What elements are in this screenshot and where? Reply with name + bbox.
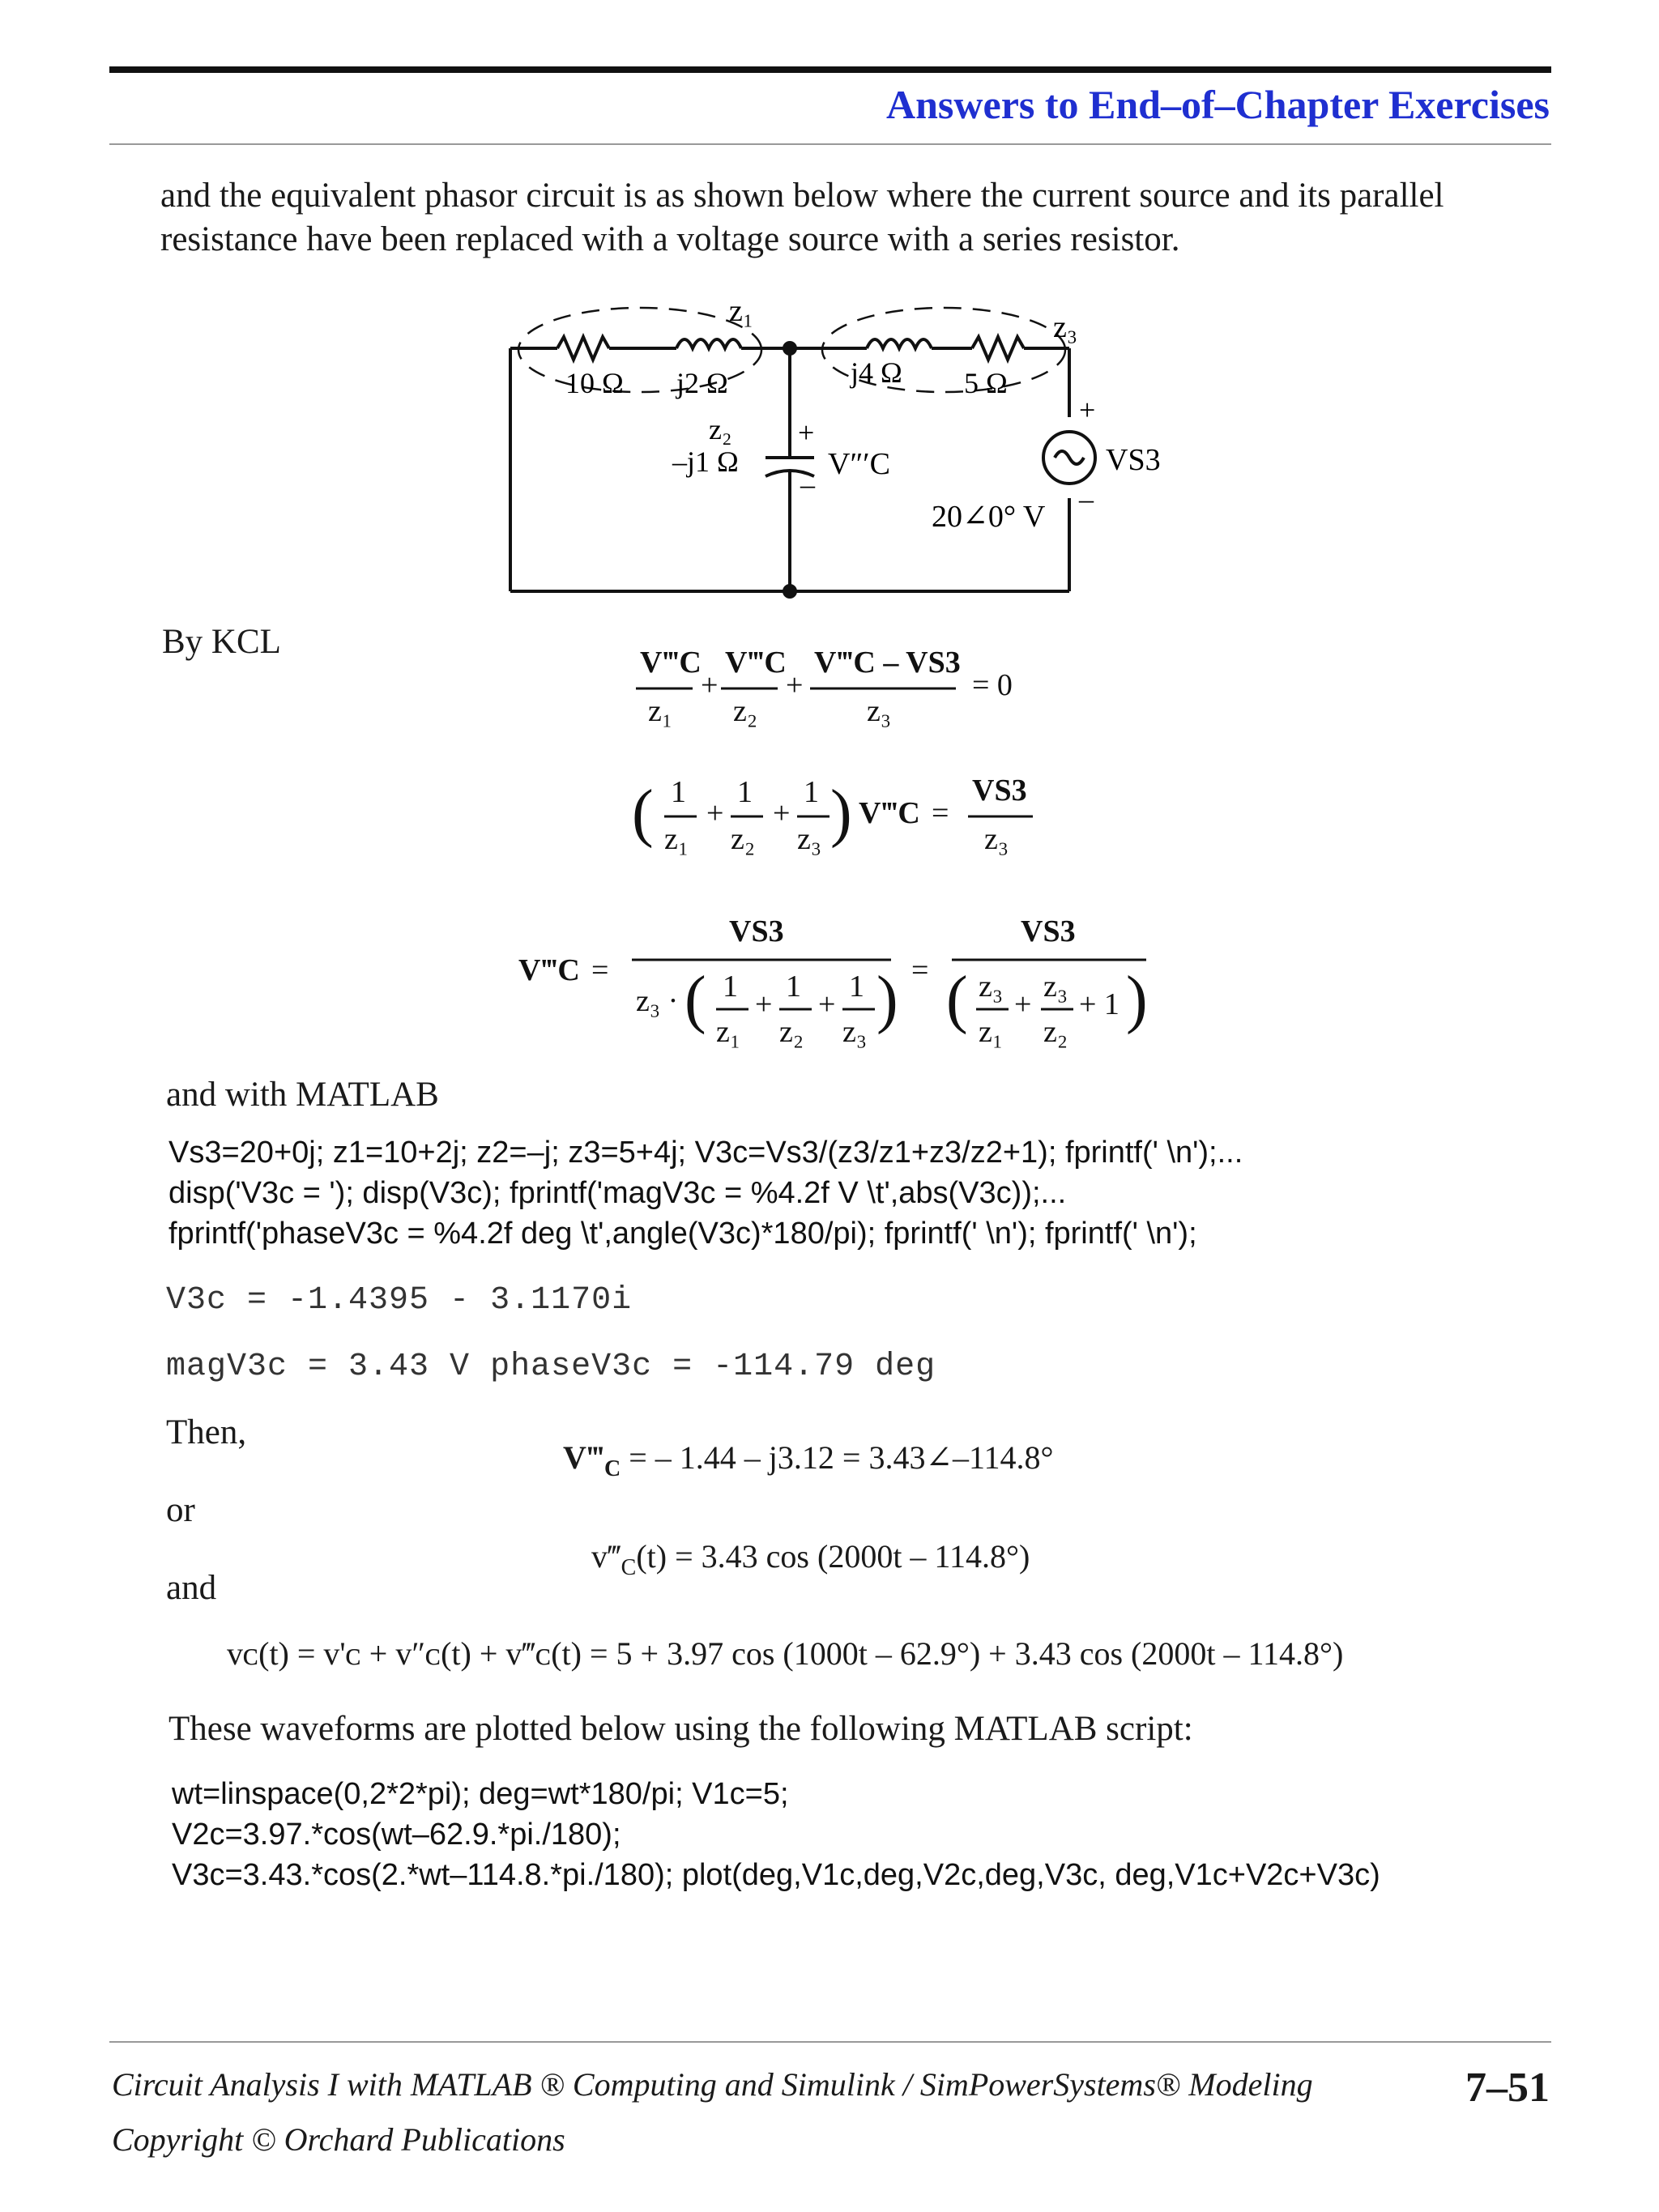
eq1-term3-den: z₃: [867, 694, 892, 728]
code2-line-2: V2c=3.97.*cos(wt–62.9.*pi./180);: [172, 1818, 621, 1852]
header-rule-thin: [109, 143, 1551, 145]
svg-text:(: (: [632, 778, 654, 849]
svg-text:+ 1: + 1: [1079, 987, 1120, 1021]
svg-text:): ): [876, 964, 898, 1035]
footer-book-title: Circuit Analysis I with MATLAB ® Computing and Simulink / SimPowerSystems® Modeling: [112, 2066, 1313, 2103]
svg-text:z₃ ·: z₃ ·: [636, 984, 679, 1018]
eq1-term1-num: V‴C: [640, 646, 702, 680]
code2-line-1: wt=linspace(0,2*2*pi); deg=wt*180/pi; V1c=5;: [172, 1777, 789, 1811]
node-bottom: [783, 584, 797, 599]
svg-text:+: +: [701, 668, 719, 702]
svg-text:1: 1: [786, 970, 801, 1004]
matlab-label: and with MATLAB: [166, 1076, 439, 1114]
svg-text:1: 1: [737, 775, 753, 809]
matlab-code-block-2: [172, 1774, 1380, 1895]
node-top: [783, 341, 797, 356]
plot-intro: These waveforms are plotted below using the following MATLAB script:: [168, 1710, 1193, 1748]
z1-label: z₁: [729, 294, 754, 328]
source-value-label: 20∠0° V: [932, 500, 1046, 534]
svg-text:+: +: [706, 796, 724, 830]
svg-text:=: =: [911, 953, 929, 987]
svg-text:z₃: z₃: [984, 822, 1009, 856]
eq-or: $v‴_C(t) = 3.43$ cos (2000t – 114.8°): [591, 1538, 1030, 1580]
footer-rule: [109, 2041, 1551, 2043]
svg-text:+: +: [786, 668, 804, 702]
code1-line-3: fprintf('phaseV3c = %4.2f deg \t',angle(V3c)*180/pi); fprintf(' \n'); fprintf(' \n');: [168, 1217, 1197, 1251]
svg-text:1: 1: [723, 970, 738, 1004]
svg-text:+: +: [773, 796, 791, 830]
capacitor-label: –j1 Ω: [672, 445, 739, 478]
svg-text:=: =: [932, 796, 949, 830]
eq-then: $V‴_C$ = – 1.44 – j3.12 = 3.43∠–114.8°: [563, 1439, 1054, 1481]
header-rule: [109, 66, 1551, 73]
svg-text:+: +: [818, 987, 836, 1021]
svg-text:): ): [830, 778, 852, 849]
output-line-2: magV3c = 3.43 V phaseV3c = -114.79 deg: [166, 1349, 936, 1385]
svg-text:+: +: [1014, 987, 1032, 1021]
footer-copyright: Copyright © Orchard Publications: [112, 2121, 565, 2158]
svg-text:VS3: VS3: [1021, 914, 1076, 948]
svg-text:1: 1: [671, 775, 686, 809]
eq1-term1-den: z₁: [648, 694, 673, 728]
code1-line-2: disp('V3c = '); disp(V3c); fprintf('magV3c = %4.2f V \t',abs(V3c));...: [168, 1176, 1067, 1210]
svg-text:z₁: z₁: [664, 822, 689, 856]
eq1-term2-den: z₂: [733, 694, 758, 728]
code2-line-3: V3c=3.43.*cos(2.*wt–114.8.*pi./180); plot(deg,V1c,deg,V2c,deg,V3c, deg,V1c+V2c+V3c): [172, 1858, 1380, 1892]
page-number: 7–51: [1465, 2065, 1550, 2111]
vs-minus: –: [1079, 483, 1094, 515]
svg-text:z₂: z₂: [779, 1015, 804, 1049]
matlab-code-block-1: [168, 1132, 1243, 1254]
resistor-5-label: 5 Ω: [964, 367, 1008, 399]
intro-line-1: and the equivalent phasor circuit is as shown below where the current source and its parallel: [160, 177, 1444, 215]
eq-then-rhs: = – 1.44 – j3.12 = 3.43∠–114.8°: [629, 1439, 1054, 1476]
output-line-1: V3c = -1.4395 - 3.1170i: [166, 1282, 633, 1319]
svg-text:V‴C: V‴C: [859, 796, 920, 830]
svg-text:z₃: z₃: [1043, 970, 1068, 1004]
svg-text:1: 1: [804, 775, 819, 809]
inductor-j4: [867, 339, 932, 348]
vs-plus: +: [1079, 394, 1096, 426]
inductor-j2-label: j2 Ω: [676, 367, 728, 399]
svg-text:(: (: [684, 964, 706, 1035]
intro-paragraph: [160, 174, 1444, 262]
kcl-equations: [502, 640, 1166, 1061]
eq-or-rhs: (t) = 3.43 cos (2000t – 114.8°): [636, 1538, 1030, 1575]
inductor-j2: [676, 339, 741, 348]
svg-text:=: =: [591, 953, 609, 987]
inductor-j4-label: j4 Ω: [851, 356, 902, 389]
svg-text:+: +: [755, 987, 773, 1021]
svg-text:z₁: z₁: [716, 1015, 741, 1049]
code1-line-1: Vs3=20+0j; z1=10+2j; z2=–j; z3=5+4j; V3c=Vs3/(z3/z1+z3/z2+1); fprintf(' \n');...: [168, 1136, 1243, 1170]
svg-text:z₃: z₃: [842, 1015, 868, 1049]
kcl-label: By KCL: [162, 623, 281, 661]
eq-and: vᴄ(t) = v'ᴄ + v″ᴄ(t) + v‴ᴄ(t) = 5 + 3.97 cos (1000t – 62.9°) + 3.43 cos (2000t – 114.8°): [227, 1635, 1344, 1672]
svg-text:VS3: VS3: [729, 914, 784, 948]
then-label: Then,: [166, 1413, 247, 1451]
svg-text:z₂: z₂: [731, 822, 756, 856]
eq1-rhs: = 0: [972, 668, 1013, 702]
eq1-term2-num: V‴C: [725, 646, 787, 680]
vc-plus: +: [798, 416, 815, 449]
svg-text:z₃: z₃: [797, 822, 822, 856]
svg-text:): ): [1126, 964, 1148, 1035]
or-label: or: [166, 1491, 195, 1529]
vc-minus: –: [800, 468, 815, 501]
resistor-5-ohm: [972, 337, 1024, 360]
z2-label: z₂: [709, 413, 732, 445]
resistor-10-ohm: [557, 337, 609, 360]
phasor-circuit-diagram: [502, 292, 1166, 599]
svg-text:z₃: z₃: [979, 970, 1004, 1004]
chapter-header-title: Answers to End–of–Chapter Exercises: [886, 82, 1550, 127]
intro-line-2: resistance have been replaced with a voltage source with a series resistor.: [160, 220, 1180, 258]
svg-text:z₁: z₁: [979, 1015, 1004, 1049]
svg-text:1: 1: [849, 970, 864, 1004]
resistor-10-label: 10 Ω: [565, 367, 624, 399]
svg-text:(: (: [946, 964, 968, 1035]
z3-label: z₃: [1053, 310, 1078, 344]
svg-text:z₂: z₂: [1043, 1015, 1068, 1049]
vs-label: VS3: [1106, 443, 1161, 477]
eq1-term3-num: V‴C – VS3: [814, 646, 961, 680]
svg-text:VS3: VS3: [972, 774, 1027, 808]
svg-text:V‴C: V‴C: [518, 953, 580, 987]
and-label: and: [166, 1569, 217, 1607]
vc-label: V″′C: [828, 447, 890, 481]
